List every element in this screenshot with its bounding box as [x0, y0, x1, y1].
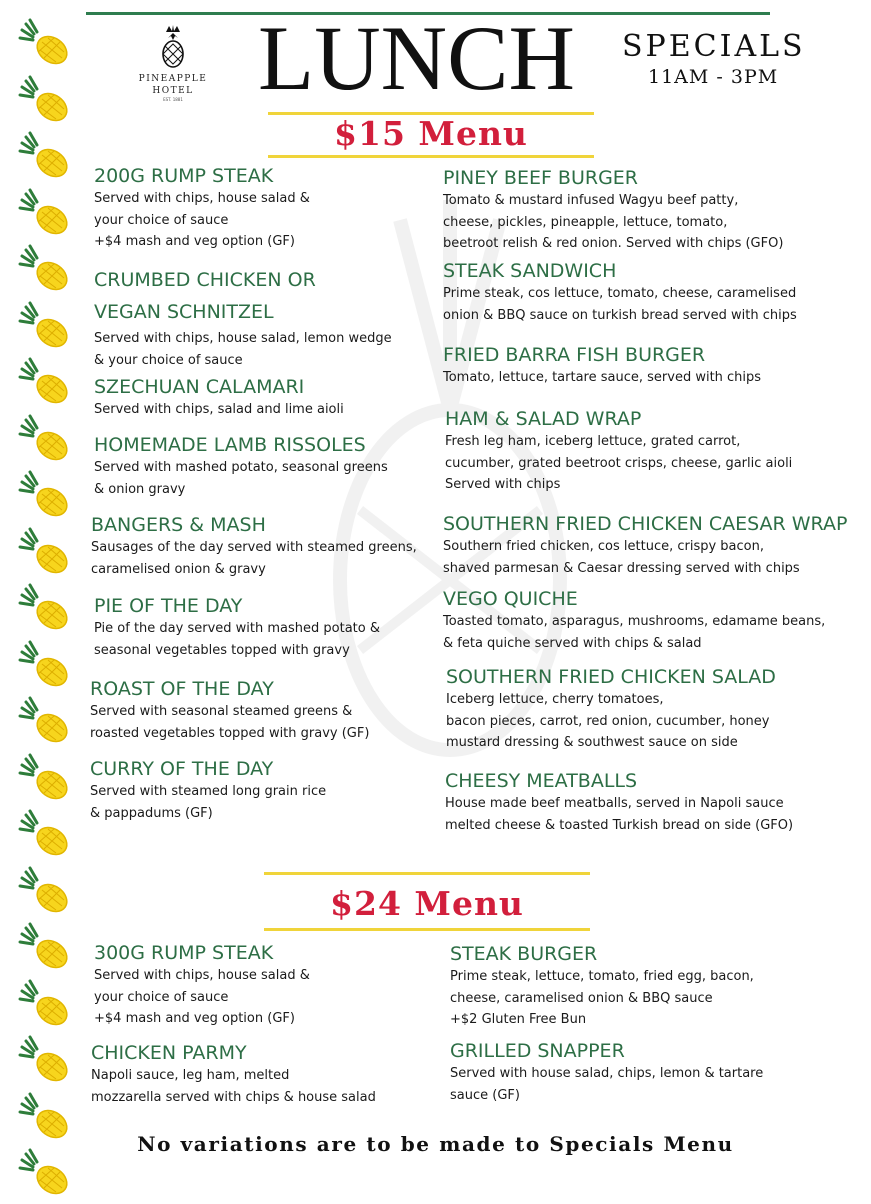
menu-item-description: shaved parmesan & Caesar dressing served with chips: [443, 560, 800, 576]
menu-item: [446, 665, 776, 754]
pineapple-icon: [18, 18, 76, 70]
pineapple-border: [18, 18, 78, 1188]
pineapple-icon: [18, 696, 76, 748]
pineapple-icon: [18, 809, 76, 861]
menu-item-description: roasted vegetables topped with gravy (GF): [90, 725, 370, 741]
menu-item-title: VEGAN SCHNITZEL: [94, 301, 274, 323]
menu-item-description: +$4 mash and veg option (GF): [94, 234, 295, 249]
menu15-title: $15 Menu: [334, 114, 528, 153]
menu-item: [94, 164, 310, 253]
menu-item-title: STEAK BURGER: [450, 943, 598, 965]
pineapple-logo-icon: [158, 24, 188, 68]
pineapple-icon: [18, 1035, 76, 1087]
menu-item-description: +$4 mash and veg option (GF): [94, 1011, 295, 1026]
menu-item-description: House made beef meatballs, served in Napoli sauce: [445, 796, 784, 811]
menu-item: [445, 407, 792, 496]
menu-item: [94, 375, 344, 421]
menu-item-description: bacon pieces, carrot, red onion, cucumber, honey: [446, 713, 770, 729]
menu-item-description: sauce (GF): [450, 1087, 520, 1103]
menu-item: [91, 1041, 376, 1108]
menu-item: [450, 1039, 763, 1106]
menu-item: [443, 587, 825, 654]
menu-item-description: Served with seasonal steamed greens &: [90, 704, 353, 719]
menu-item-title: BANGERS & MASH: [91, 514, 266, 536]
menu-item-description: Pie of the day served with mashed potato &: [94, 621, 380, 636]
menu-item-description: Served with chips, house salad &: [94, 191, 310, 206]
menu-item: [94, 264, 392, 371]
menu-item-description: Toasted tomato, asparagus, mushrooms, edamame beans,: [443, 614, 826, 629]
menu-item-description: Tomato & mustard infused Wagyu beef patty,: [443, 193, 739, 208]
menu-item-title: CHICKEN PARMY: [91, 1042, 247, 1064]
menu-item-description: Served with chips, salad and lime aioli: [94, 402, 344, 417]
logo-est: EST. 1881: [163, 97, 183, 102]
pineapple-icon: [18, 470, 76, 522]
menu-item: [450, 942, 754, 1031]
menu-item-title: SZECHUAN CALAMARI: [94, 376, 305, 398]
pineapple-icon: [18, 188, 76, 240]
menu-item: [443, 512, 847, 579]
menu-item: [91, 513, 417, 580]
menu-item-description: Tomato, lettuce, tartare sauce, served with chips: [443, 370, 762, 385]
menu-item-title: PINEY BEEF BURGER: [443, 167, 639, 189]
pineapple-icon: [18, 131, 76, 183]
menu-item: [94, 941, 310, 1030]
menu-item-description: your choice of sauce: [94, 212, 229, 228]
menu-item-description: Southern fried chicken, cos lettuce, crispy bacon,: [443, 539, 765, 554]
menu-item-description: Napoli sauce, leg ham, melted: [91, 1068, 290, 1083]
menu-item-description: Served with mashed potato, seasonal greens: [94, 460, 388, 475]
footer-note: No variations are to be made to Specials Menu: [137, 1132, 734, 1156]
pineapple-icon: [18, 922, 76, 974]
menu-item-description: Fresh leg ham, iceberg lettuce, grated carrot,: [445, 434, 741, 449]
menu-item-title: CHEESY MEATBALLS: [445, 770, 638, 792]
menu-item-description: your choice of sauce: [94, 989, 229, 1005]
pineapple-icon: [18, 753, 76, 805]
pineapple-icon: [18, 414, 76, 466]
menu24-rule-bottom: [264, 928, 590, 931]
menu-item-title: 300G RUMP STEAK: [94, 942, 274, 964]
menu-item-description: +$2 Gluten Free Bun: [450, 1012, 587, 1027]
menu-item: [443, 259, 797, 326]
logo-name-line1: PINEAPPLE: [138, 74, 208, 84]
menu-item-description: Served with chips, house salad, lemon wedge: [94, 331, 392, 346]
menu-item-description: onion & BBQ sauce on turkish bread served with chips: [443, 307, 797, 323]
menu-item-title: HOMEMADE LAMB RISSOLES: [94, 434, 366, 456]
menu-item-description: & feta quiche served with chips & salad: [443, 635, 702, 651]
pineapple-icon: [18, 244, 76, 296]
hours-label: 11AM - 3PM: [648, 66, 779, 88]
menu-item-description: Served with chips: [445, 477, 561, 492]
menu-item-title: VEGO QUICHE: [443, 588, 578, 610]
menu-item-description: & your choice of sauce: [94, 352, 243, 368]
pineapple-icon: [18, 583, 76, 635]
menu-item-title: STEAK SANDWICH: [443, 260, 617, 282]
page-title: LUNCH: [258, 7, 575, 109]
hotel-logo: [128, 24, 218, 102]
menu-item-title: HAM & SALAD WRAP: [445, 408, 642, 430]
menu-item-description: mustard dressing & southwest sauce on side: [446, 735, 738, 750]
menu-item: [90, 677, 369, 744]
menu-item-title: ROAST OF THE DAY: [90, 678, 274, 700]
menu-item: [90, 757, 326, 824]
logo-name-line2: HOTEL: [152, 86, 194, 96]
menu-item-description: caramelised onion & gravy: [91, 561, 266, 577]
menu-item-description: Served with chips, house salad &: [94, 968, 310, 983]
menu-item-title: GRILLED SNAPPER: [450, 1040, 625, 1062]
menu-item: [443, 343, 761, 389]
menu-item-description: cheese, caramelised onion & BBQ sauce: [450, 990, 713, 1006]
pineapple-icon: [18, 527, 76, 579]
pineapple-icon: [18, 866, 76, 918]
menu-item-description: & onion gravy: [94, 481, 186, 497]
menu-item: [443, 166, 783, 255]
menu15-rule-bottom: [268, 155, 594, 158]
menu-item-description: cheese, pickles, pineapple, lettuce, tomato,: [443, 214, 728, 230]
menu-item-description: Prime steak, lettuce, tomato, fried egg, bacon,: [450, 969, 754, 984]
menu-item-description: Sausages of the day served with steamed greens,: [91, 540, 417, 555]
menu-item-description: Served with house salad, chips, lemon & tartare: [450, 1066, 764, 1081]
menu-item-description: & pappadums (GF): [90, 805, 213, 821]
specials-label: SPECIALS: [622, 29, 806, 64]
menu24-rule-top: [264, 872, 590, 875]
pineapple-icon: [18, 357, 76, 409]
menu-item-description: beetroot relish & red onion. Served with chips (GFO): [443, 236, 784, 251]
pineapple-icon: [18, 979, 76, 1031]
menu-item: [94, 594, 380, 661]
menu-item-title: SOUTHERN FRIED CHICKEN SALAD: [446, 666, 776, 688]
pineapple-icon: [18, 75, 76, 127]
menu-item-description: seasonal vegetables topped with gravy: [94, 642, 350, 658]
pineapple-icon: [18, 301, 76, 353]
menu-item-description: cucumber, grated beetroot crisps, cheese, garlic aioli: [445, 455, 793, 471]
menu-item-title: CRUMBED CHICKEN OR: [94, 269, 316, 291]
menu-item-description: Iceberg lettuce, cherry tomatoes,: [446, 692, 664, 707]
menu-item-title: SOUTHERN FRIED CHICKEN CAESAR WRAP: [443, 513, 848, 535]
menu-item: [445, 769, 793, 836]
pineapple-icon: [18, 640, 76, 692]
menu-item: [94, 433, 388, 500]
menu-item-description: mozzarella served with chips & house salad: [91, 1089, 376, 1105]
menu-item-description: Prime steak, cos lettuce, tomato, cheese, caramelised: [443, 286, 797, 301]
menu24-title: $24 Menu: [330, 884, 524, 923]
menu-item-title: 200G RUMP STEAK: [94, 165, 274, 187]
menu-item-description: Served with steamed long grain rice: [90, 784, 327, 799]
menu-item-title: FRIED BARRA FISH BURGER: [443, 344, 706, 366]
menu-item-description: melted cheese & toasted Turkish bread on side (GFO): [445, 817, 794, 833]
menu-item-title: PIE OF THE DAY: [94, 595, 243, 617]
menu-item-title: CURRY OF THE DAY: [90, 758, 274, 780]
